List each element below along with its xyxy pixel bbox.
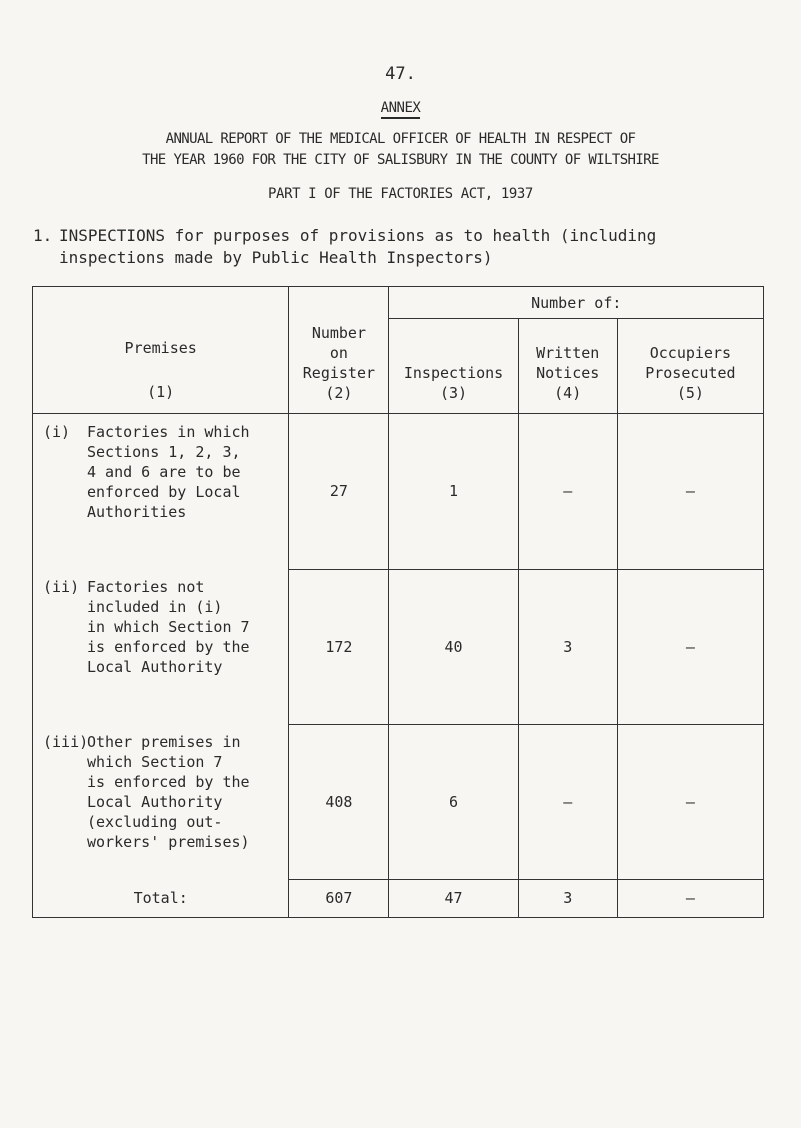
written-notices-cell: – — [518, 724, 617, 879]
header-register-l3: Register — [302, 364, 376, 382]
premises-line: Local Authority — [87, 793, 223, 811]
header-occupiers-num: (5) — [676, 384, 704, 402]
premises-line: is enforced by the — [87, 773, 250, 791]
report-title-line1: ANNUAL REPORT OF THE MEDICAL OFFICER OF HEALTH IN RESPECT OF — [165, 131, 636, 147]
register-cell: 408 — [289, 724, 389, 879]
register-cell: 172 — [289, 569, 389, 724]
written-notices-cell: 3 — [518, 569, 617, 724]
occupiers-prosecuted-cell: – — [617, 724, 763, 879]
premises-line: Authorities — [87, 503, 187, 521]
premises-cell — [33, 724, 289, 879]
inspections-cell: 1 — [389, 414, 518, 570]
part-title: PART I OF THE FACTORIES ACT, 1937 — [268, 186, 533, 202]
header-occupiers-l1: Occupiers — [649, 344, 732, 362]
section-number: 1. — [33, 226, 53, 245]
header-premises-num: (1) — [147, 383, 175, 401]
header-premises-label: Premises — [124, 339, 197, 357]
premises-line: Factories in which — [87, 423, 250, 441]
occupiers-prosecuted-cell: – — [617, 414, 763, 570]
premises-line: Sections 1, 2, 3, — [87, 443, 241, 461]
written-notices-cell: – — [518, 414, 617, 570]
section-heading-line1: INSPECTIONS for purposes of provisions as to health (including — [59, 226, 657, 245]
header-premises — [33, 287, 289, 414]
premises-cell — [33, 414, 289, 570]
header-register-l1: Number — [311, 324, 366, 342]
report-title-line2: THE YEAR 1960 FOR THE CITY OF SALISBURY IN THE COUNTY OF WILTSHIRE — [142, 152, 659, 168]
section-heading-line2: inspections made by Public Health Inspectors) — [59, 248, 493, 267]
inspections-cell: 6 — [389, 724, 518, 879]
premises-line: included in (i) — [87, 598, 223, 616]
premises-line: Factories not — [87, 578, 205, 596]
header-register-num: (2) — [325, 384, 353, 402]
header-written-notices — [518, 319, 617, 414]
premises-line: enforced by Local — [87, 483, 241, 501]
premises-line: (excluding out- — [87, 813, 223, 831]
register-cell: 27 — [289, 414, 389, 570]
total-inspections: 47 — [389, 879, 518, 918]
inspections-cell: 40 — [389, 569, 518, 724]
annex-label-text: ANNEX — [381, 100, 421, 119]
total-written-notices: 3 — [518, 879, 617, 918]
header-occupiers-prosecuted — [617, 319, 763, 414]
header-inspections-num: (3) — [440, 384, 468, 402]
premises-line: 4 and 6 are to be — [87, 463, 241, 481]
table-row — [33, 414, 764, 570]
table-row — [33, 724, 764, 879]
row-label: (i) — [43, 423, 71, 441]
premises-line: is enforced by the — [87, 638, 250, 656]
premises-line: workers' premises) — [87, 833, 250, 851]
table-row — [33, 569, 764, 724]
header-inspections-label: Inspections — [403, 364, 504, 382]
header-written-num: (4) — [554, 384, 582, 402]
header-number-of: Number of: — [389, 287, 764, 319]
premises-line: in which Section 7 — [87, 618, 250, 636]
premises-cell — [33, 569, 289, 724]
inspections-table — [32, 286, 764, 918]
header-register — [289, 287, 389, 414]
header-written-l2: Notices — [536, 364, 600, 382]
header-inspections — [389, 319, 518, 414]
premises-line: Other premises in — [87, 733, 241, 751]
total-row — [33, 879, 764, 918]
premises-line: which Section 7 — [87, 753, 223, 771]
total-occupiers-prosecuted: – — [617, 879, 763, 918]
row-label: (iii) — [43, 733, 89, 751]
header-written-l1: Written — [536, 344, 600, 362]
total-register: 607 — [289, 879, 389, 918]
row-label: (ii) — [43, 578, 80, 596]
occupiers-prosecuted-cell: – — [617, 569, 763, 724]
section-heading — [33, 225, 773, 269]
page-number: 47. — [385, 64, 416, 84]
header-occupiers-l2: Prosecuted — [645, 364, 736, 382]
header-register-l2: on — [329, 344, 348, 362]
report-title — [40, 129, 761, 171]
total-label: Total: — [33, 879, 289, 918]
annex-label — [0, 100, 801, 116]
premises-line: Local Authority — [87, 658, 223, 676]
